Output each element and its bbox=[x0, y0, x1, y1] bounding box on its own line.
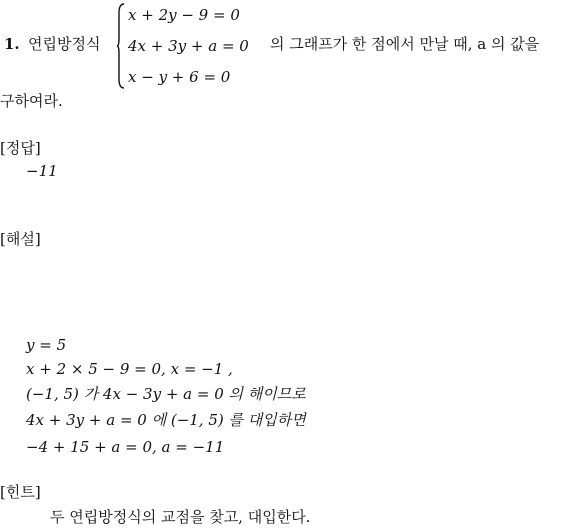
explanation-line-5: −4 + 15 + a = 0, a = −11 bbox=[26, 438, 225, 456]
explanation-line-1: y = 5 bbox=[26, 336, 67, 354]
question-suffix: 의 그래프가 한 점에서 만날 때, a 의 값을 bbox=[270, 35, 540, 53]
explanation-line-4: 4x + 3y + a = 0 에 (−1, 5) 를 대입하면 bbox=[26, 411, 306, 429]
answer-value: −11 bbox=[26, 162, 58, 180]
question-number: 1. bbox=[4, 35, 20, 53]
explanation-line-3: (−1, 5) 가 4x − 3y + a = 0 의 해이므로 bbox=[26, 385, 306, 403]
explanation-line-2: x + 2 × 5 − 9 = 0, x = −1 , bbox=[26, 360, 233, 378]
question-continuation: 구하여라. bbox=[0, 92, 63, 110]
explanation-heading: [해설] bbox=[0, 230, 41, 248]
equation-2: 4x + 3y + a = 0 bbox=[128, 37, 249, 55]
question-prefix: 연립방정식 bbox=[28, 35, 101, 53]
equation-1: x + 2y − 9 = 0 bbox=[128, 6, 240, 24]
hint-text: 두 연립방정식의 교점을 찾고, 대입한다. bbox=[50, 508, 311, 526]
hint-heading: [힌트] bbox=[0, 483, 41, 501]
answer-heading: [정답] bbox=[0, 139, 41, 157]
equation-3: x − y + 6 = 0 bbox=[128, 68, 231, 86]
system-brace bbox=[117, 3, 125, 89]
